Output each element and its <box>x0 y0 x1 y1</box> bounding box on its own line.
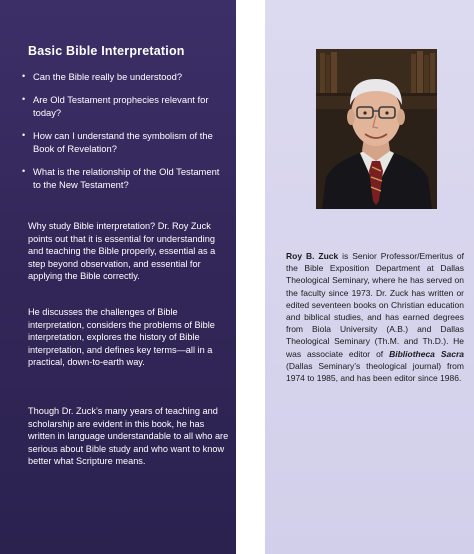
question-text: Can the Bible really be understood? <box>33 71 183 82</box>
journal-title: Bibliotheca Sacra <box>389 348 464 359</box>
author-photo <box>316 49 437 209</box>
bio-text-part-2: (Dallas Seminary’s theological journal) from 1974 to 1985, and has been editor since 1986. <box>286 360 464 384</box>
bullet-icon: • <box>22 166 26 176</box>
left-flap-panel <box>0 0 236 554</box>
bullet-icon: • <box>22 94 26 104</box>
question-item <box>22 165 228 191</box>
question-text: How can I understand the symbolism of the Book of Revelation? <box>33 130 213 154</box>
author-portrait-image <box>316 49 437 209</box>
description-paragraph: Though Dr. Zuck’s many years of teaching and scholarship are evident in this book, he has written in language understandable to all who are serious about Bible study and who want to know better what Scripture means. <box>28 406 229 467</box>
bullet-icon: • <box>22 71 26 81</box>
section-title: Basic Bible Interpretation <box>28 44 185 58</box>
author-bio <box>286 250 464 384</box>
author-name: Roy B. Zuck <box>286 251 339 261</box>
question-item <box>22 70 228 83</box>
question-text: Are Old Testament prophecies relevant for today? <box>33 94 209 118</box>
question-text: What is the relationship of the Old Testament to the New Testament? <box>33 166 220 190</box>
question-item <box>22 129 228 155</box>
bullet-icon: • <box>22 130 26 140</box>
question-list <box>22 70 228 201</box>
description-paragraph: Why study Bible interpretation? Dr. Roy Zuck points out that it is essential for understanding and teaching the Bible properly, essential as a step beyond observation, and essential for applying the Bible correctly. <box>28 221 216 282</box>
question-item <box>22 93 228 119</box>
bio-text-part-1: is Senior Professor/Emeritus of the Bible Exposition Department at Dallas Theological Seminary, where he has served on the faculty since 1973. Dr. Zuck has written or edited seventeen books on Christian education and biblical studies, and has earned degrees from Biola University (A.B.) and Dallas Theological Seminary (Th.M. and Th.D.). He was associate editor of <box>286 251 465 359</box>
description-paragraph: He discusses the challenges of Bible interpretation, considers the problems of Bible interpretation, explores the history of Bible interpretation, and defines key terms—all in a practical, down-to-earth way. <box>28 307 215 368</box>
